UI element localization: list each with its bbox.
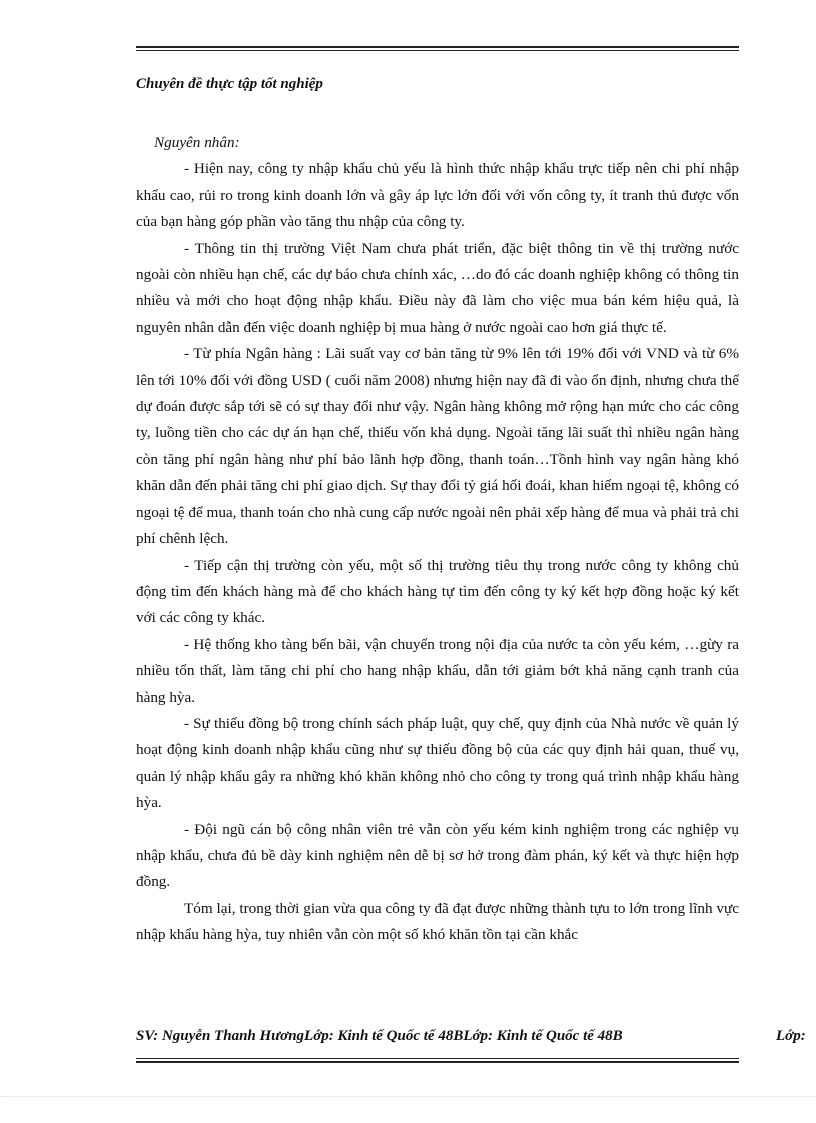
paragraph: - Hiện nay, công ty nhập khẩu chủ yếu là hình thức nhập khẩu trực tiếp nên chi phí nhập khẩu cao, rủi ro trong kinh doanh lớn và gây áp lực lớn đối với vốn công ty, ít tranh thủ được vốn của bạn hàng góp phần vào tăng thu nhập của công ty. (136, 160, 739, 231)
paragraph: - Tiếp cận thị trường còn yếu, một số thị trường tiêu thụ trong nước công ty không chủ động tìm đến khách hàng mà để cho khách hàng tự tìm đến công ty ký kết hợp đồng hoặc ký kết với các công ty khác. (136, 556, 739, 627)
footer-student-info: SV: Nguyễn Thanh HươngLớp: Kinh tế Quốc tế 48BLớp: Kinh tế Quốc tế 48B (136, 1028, 623, 1044)
footer-class-label: Lớp: (776, 1028, 806, 1044)
paragraph: - Thông tin thị trường Việt Nam chưa phát triển, đặc biệt thông tin về thị trường nước ngoài còn nhiều hạn chế, các dự báo chưa chính xác, …do đó các doanh nghiệp không có thông tin nhiều và mới cho hoạt động nhập khẩu. Điều này đã làm cho việc mua bán kém hiệu quả, là nguyên nhân dẫn đến việc doanh nghiệp bị mua hàng ở nước ngoài cao hơn giá thực tế. (136, 239, 739, 336)
document-header-title: Chuyên đề thực tập tốt nghiệp (136, 76, 323, 92)
paragraph: Tóm lại, trong thời gian vừa qua công ty đã đạt được những thành tựu to lớn trong lĩnh vực nhập khẩu hàng hỳa, tuy nhiên vẫn còn một số khó khăn tồn tại cần khắc (136, 899, 739, 944)
paragraph: - Đội ngũ cán bộ công nhân viên trẻ vẫn còn yếu kém kinh nghiệm trong các nghiệp vụ nhập khẩu, chưa đủ bề dày kinh nghiệm nên dễ bị sơ hở trong đàm phán, ký kết và thực hiện hợp đồng. (136, 820, 739, 891)
page-edge (0, 1096, 816, 1097)
section-intro: Nguyên nhân: (154, 134, 240, 151)
document-body (136, 130, 739, 949)
header-rule (136, 46, 739, 51)
paragraph: - Sự thiếu đồng bộ trong chính sách pháp luật, quy chế, quy định của Nhà nước về quản lý hoạt động kinh doanh nhập khẩu cũng như sự thiếu đồng bộ của các quy định hải quan, thuế vụ, quản lý nhập khẩu gây ra những khó khăn không nhỏ cho công ty trong quá trình nhập khẩu hàng hỳa. (136, 714, 739, 812)
footer-rule (136, 1058, 739, 1063)
paragraph: - Hệ thống kho tàng bến bãi, vận chuyển trong nội địa của nước ta còn yếu kém, …gừy ra nhiều tổn thất, làm tăng chi phí cho hang nhập khẩu, dẫn tới giảm bớt khả năng cạnh tranh của hàng hỳa. (136, 635, 739, 706)
document-footer (136, 1028, 816, 1045)
paragraph: - Từ phía Ngân hàng : Lãi suất vay cơ bản tăng từ 9% lên tới 19% đối với VND và từ 6% lên tới 10% đối với đồng USD ( cuối năm 2008) nhưng hiện nay đã đi vào ổn định, nhưng chưa thể dự đoán được sắp tới sẽ có sự thay đổi như vậy. Ngân hàng không mở rộng hạn mức cho các công ty, luồng tiền cho các dự án hạn chế, thiếu vốn khả dụng. Ngoài tăng lãi suất thì nhiều ngân hàng còn tăng phí ngân hàng như phí bảo lãnh hợp đồng, thanh toán…Tồnh hình vay ngân hàng khó khăn dẫn đến phải tăng chi phí giao dịch. Sự thay đổi tỷ giá hối đoái, khan hiếm ngoại tệ, không có ngoại tệ để mua, thanh toán cho nhà cung cấp nước ngoài nên phải xếp hàng để mua và phải trả chi phí chênh lệch. (136, 345, 739, 548)
